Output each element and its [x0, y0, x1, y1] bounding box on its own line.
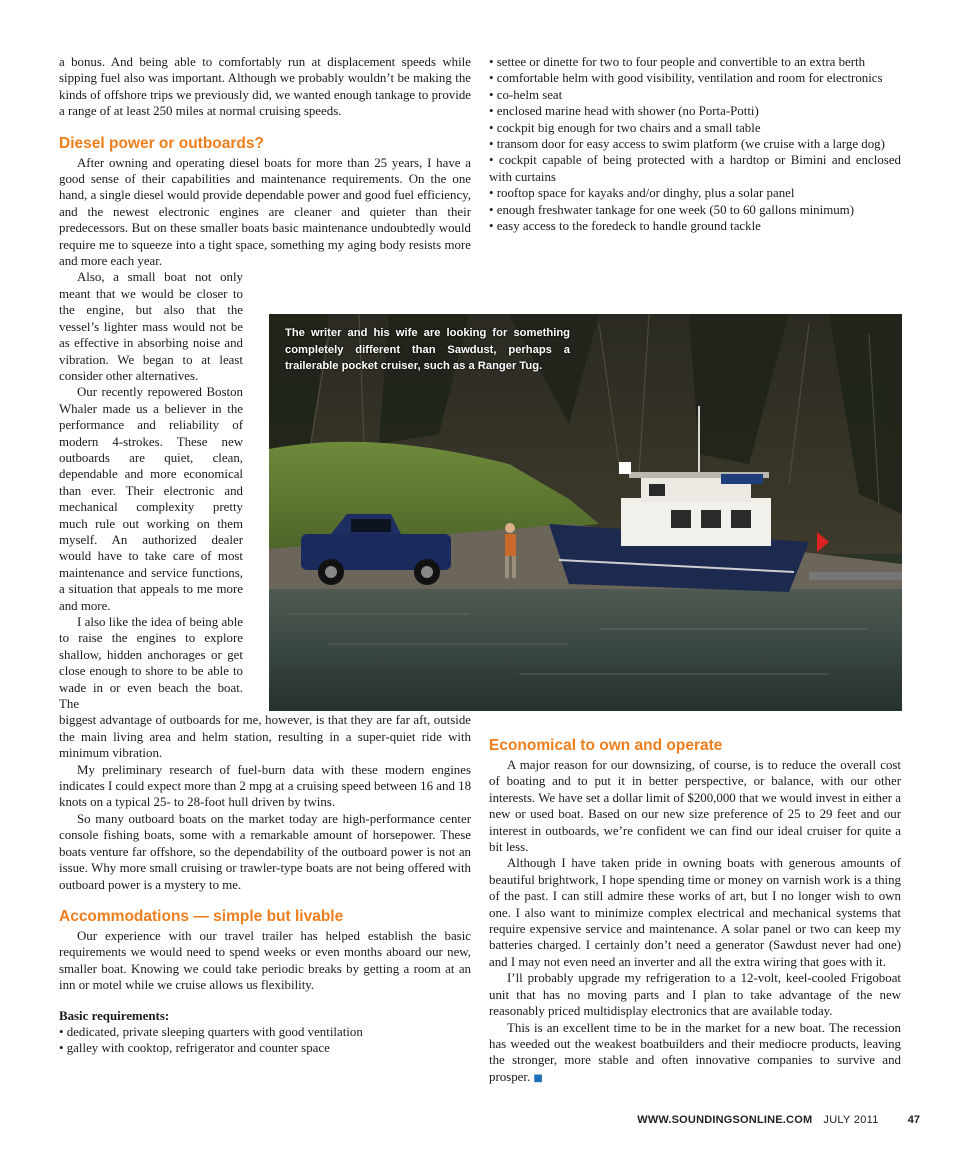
economical-paragraph-1: A major reason for our downsizing, of course, is to reduce the overall cost of boating and to put it in better perspective, or balance, with our other interests. We have set a dollar limit of $200,000 that we would invest in either a new or used boat. Based on our new size preference of 25 to 29 feet and our interest in outboards, we’re confident we can find our ideal cruiser for quite a bit less.: [489, 758, 901, 855]
accommodations-paragraph: Our experience with our travel trailer has helped establish the basic requirements we would need to spend weeks or even months aboard our new, smaller boat. Knowing we could take periodic breaks by getting a room at an inn or motel while we cruise allows us flexibility.: [59, 928, 471, 993]
boat-photo: [269, 314, 902, 711]
requirement-item: • easy access to the foredeck to handle ground tackle: [489, 219, 761, 234]
end-mark-icon: ■: [533, 1072, 543, 1084]
economical-paragraph-3: I’ll probably upgrade my refrigeration to a 12-volt, keel-cooled Frigoboat unit that has no moving parts and I plan to take advantage of the new reasonably priced multidisplay electronics that are available today.: [489, 971, 901, 1019]
economical-paragraph-2: Although I have taken pride in owning boats with generous amounts of beautiful brightwork, I hope spending time or money on varnish work is a thing of the past. I can still admire these works of art, but I no longer wish to own one. I also want to minimize complex electrical and mechanical systems that require expensive service and maintenance. A solar panel or two can keep my batteries charged. I certainly don’t need a generator (Sawdust never had one) and I may not even need an inverter and all the extra wiring that goes with it.: [489, 856, 901, 969]
page-footer: [637, 1114, 920, 1126]
requirement-item: • enough freshwater tankage for one week (50 to 60 gallons minimum): [489, 202, 854, 217]
requirement-item: • cockpit capable of being protected with a hardtop or Bimini and enclosed with curtains: [489, 153, 901, 184]
footer-website: WWW.SOUNDINGSONLINE.COM: [637, 1114, 813, 1126]
requirement-item: • transom door for easy access to swim platform (we cruise with a large dog): [489, 137, 885, 152]
requirement-item: • cockpit big enough for two chairs and a small table: [489, 120, 761, 135]
economical-paragraph-4: [489, 1020, 901, 1088]
economical-heading: Economical to own and operate: [489, 737, 723, 754]
requirement-item: • rooftop space for kayaks and/or dinghy, plus a solar panel: [489, 186, 795, 201]
requirement-item: • galley with cooktop, refrigerator and counter space: [59, 1041, 330, 1056]
footer-issue: JULY 2011: [823, 1114, 879, 1126]
economical-paragraph-4-text: This is an excellent time to be in the market for a new boat. The recession has weeded out the weakest boatbuilders and their mediocre products, leaving the stronger, more stable and often innovative companies to survive and prosper.: [489, 1020, 901, 1084]
diesel-paragraph-5: My preliminary research of fuel-burn data with these modern engines indicates I could expect more than 2 mpg at a cruising speed between 16 and 18 knots on a typical 25- to 28-foot hull driven by twins.: [59, 762, 472, 810]
requirements-title: Basic requirements:: [59, 1008, 170, 1023]
requirement-item: • dedicated, private sleeping quarters with good ventilation: [59, 1024, 363, 1039]
requirement-item: • comfortable helm with good visibility, ventilation and room for electronics: [489, 71, 883, 86]
diesel-paragraph-2: Also, a small boat not only meant that we would be closer to the engine, but also that the vessel’s lighter mass would not be as effective in absorbing noise and vibration. We began to at least consider other alternatives.: [59, 270, 243, 383]
right-column: [489, 54, 901, 234]
diesel-paragraph-6: So many outboard boats on the market today are high-performance center console fishing boats, some with a remarkable amount of horsepower. These boats venture far offshore, so the dependability of the outboard power is not an issue. Why more small cruising or trawler-type boats are not being offered with outboard power is a mystery to me.: [59, 811, 471, 892]
requirement-item: • settee or dinette for two to four people and convertible to an extra berth: [489, 55, 866, 69]
diesel-paragraph-4-continued: biggest advantage of outboards for me, however, is that they are far aft, outside the main living area and helm station, resulting in a super-quiet ride with minimum vibration.: [59, 713, 471, 761]
diesel-paragraph-1: After owning and operating diesel boats for more than 25 years, I have a good sense of their capabilities and maintenance requirements. On the one hand, a single diesel would provide dependable power and good fuel efficiency, and the newest electronic engines are cleaner and quieter than their predecessors. But on these smaller boats basic maintenance undoubtedly would require me to squeeze into a tight space, something my aging body resists more and more each year.: [59, 155, 471, 269]
requirement-item: • co-helm seat: [489, 87, 563, 102]
diesel-paragraph-4: I also like the idea of being able to raise the engines to explore shallow, hidden anchorages or get close enough to shore to be able to wade in or even beach the boat. The: [59, 615, 243, 712]
right-column-lower: [489, 736, 901, 1087]
page-number: 47: [907, 1114, 920, 1126]
diesel-paragraph-3: Our recently repowered Boston Whaler made us a believer in the performance and reliability of modern 4-strokes. These new outboards are quiet, clean, dependable and more economical than ever. Their electronic and mechanical complexity pretty much rule out working on them myself. An authorized dealer would have to take care of most maintenance and service functions, a situation that appeals to me more and more.: [59, 385, 243, 613]
accommodations-heading: Accommodations — simple but livable: [59, 907, 344, 925]
diesel-heading: Diesel power or outboards?: [59, 134, 264, 152]
photo-caption: The writer and his wife are looking for something completely different than Sawdust, perhaps a trailerable pocket cruiser, such as a Ranger Tug.: [285, 327, 570, 373]
requirement-item: • enclosed marine head with shower (no Porta-Potti): [489, 104, 759, 119]
intro-paragraph: a bonus. And being able to comfortably run at displacement speeds while sipping fuel also was important. Although we probably wouldn’t be making the kinds of offshore trips we previously did, we wanted enough tankage to provide a range of at least 250 miles at normal cruising speeds.: [59, 55, 471, 119]
